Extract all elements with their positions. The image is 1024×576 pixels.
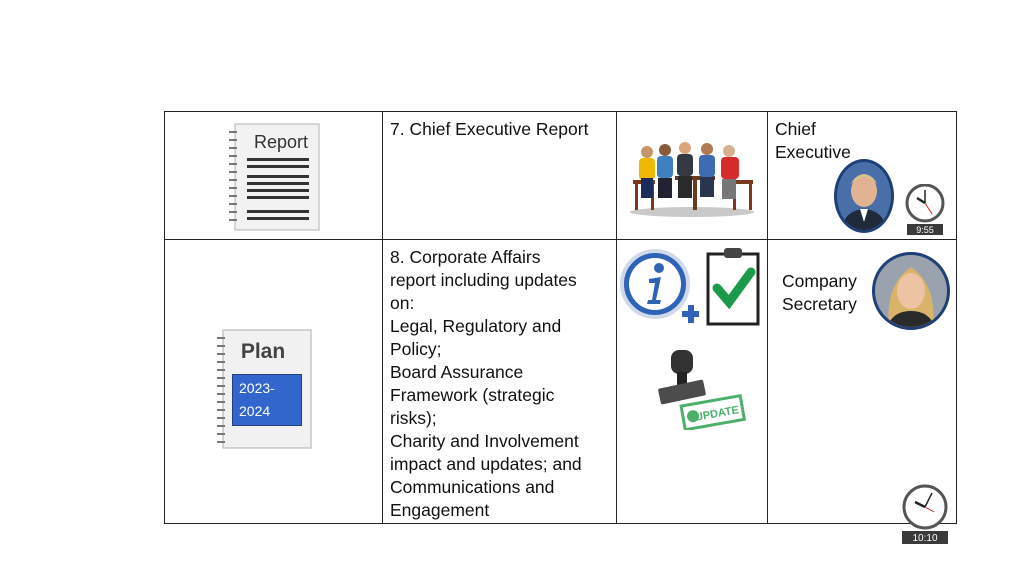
agenda-row-8 — [165, 240, 957, 524]
icon-cell — [165, 112, 383, 240]
clock-icon — [900, 484, 950, 546]
agenda-item-8: 8. Corporate Affairs report including updates on: Legal, Regulatory and Policy; Board Assurance Framework (strategic risks); Charity and Involvement impact and updates; and Communications and Engagement — [390, 247, 582, 520]
svg-text:Report: Report — [253, 132, 309, 152]
time-label: 10:10 — [912, 533, 938, 544]
chief-executive-avatar — [834, 159, 894, 233]
svg-text:Plan: Plan — [240, 340, 286, 363]
image-cell — [617, 240, 768, 524]
report-icon — [227, 120, 323, 234]
item-cell — [383, 240, 617, 524]
item-cell — [383, 112, 617, 240]
agenda-row-7 — [165, 112, 957, 240]
presenter-name: Chief Executive — [775, 119, 851, 162]
image-cell — [617, 112, 768, 240]
time-label: 9:55 — [916, 225, 934, 235]
update-stamp-icon — [657, 348, 747, 430]
meeting-people-icon — [627, 140, 757, 218]
presenter-cell — [768, 112, 957, 240]
info-icon — [619, 248, 699, 332]
icon-cell — [165, 240, 383, 524]
clock-icon — [904, 184, 946, 236]
company-secretary-avatar — [872, 252, 950, 330]
clipboard-check-icon — [705, 244, 761, 326]
agenda-table — [164, 111, 956, 524]
presenter-cell — [768, 240, 957, 524]
plan-years-label: 2023- 2024 — [232, 374, 302, 426]
svg-text:UPDATE: UPDATE — [694, 404, 740, 424]
presenter-name: Company Secretary — [782, 271, 857, 314]
agenda-item-7: 7. Chief Executive Report — [390, 119, 589, 139]
